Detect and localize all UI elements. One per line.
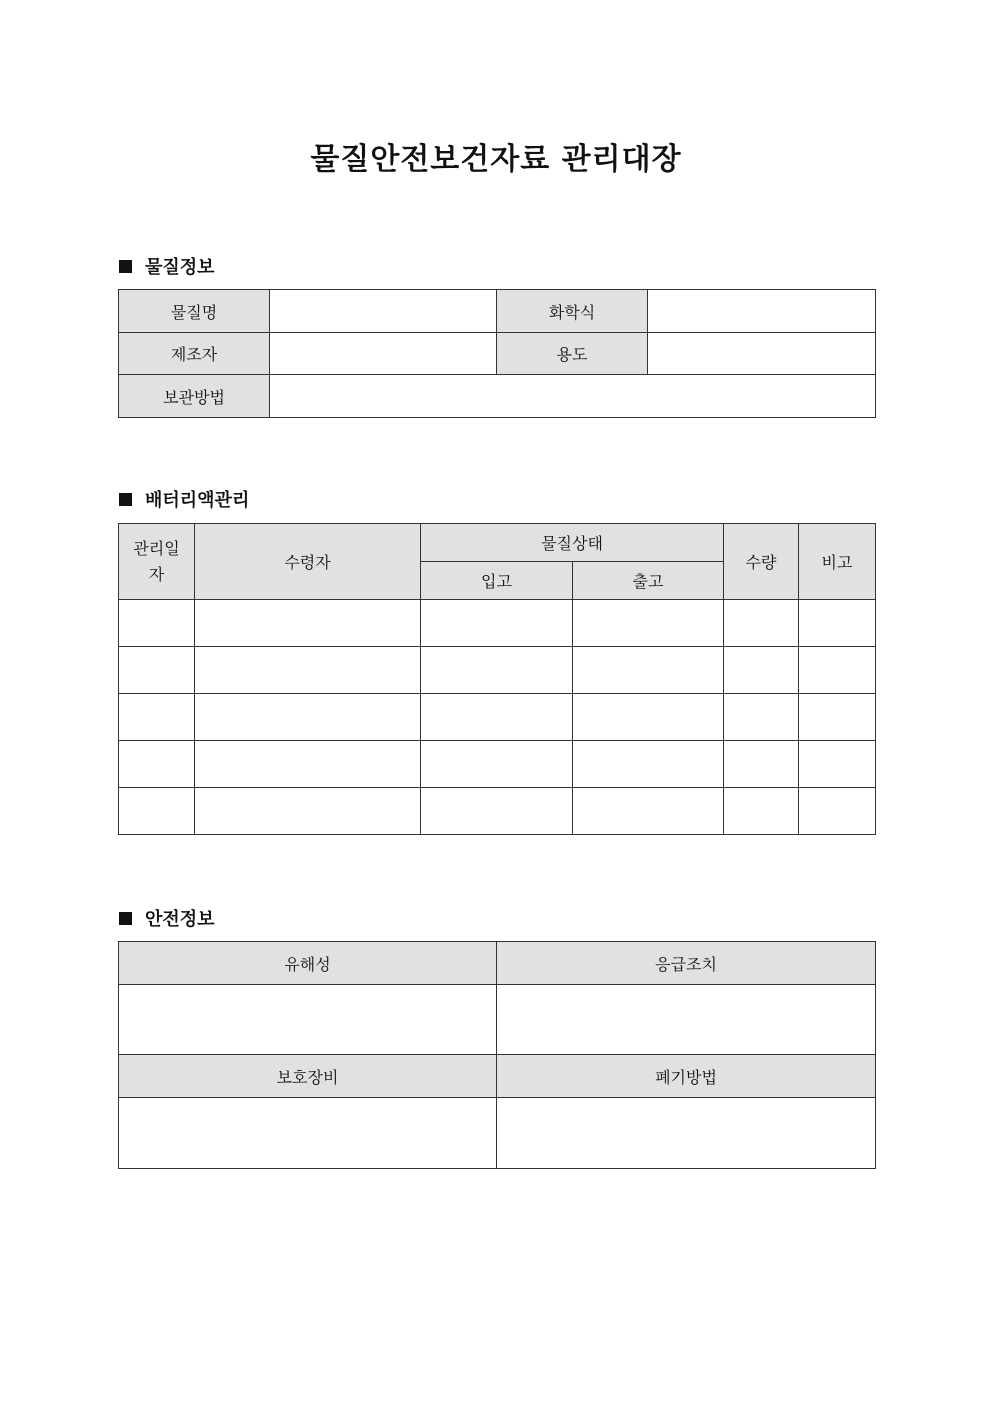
recipient-cell[interactable] bbox=[195, 647, 421, 694]
column-header-material-status: 물질상태 bbox=[421, 524, 724, 562]
table-row bbox=[119, 741, 876, 788]
black-square-icon bbox=[119, 260, 132, 273]
remarks-cell[interactable] bbox=[799, 694, 876, 741]
black-square-icon bbox=[119, 493, 132, 506]
recipient-cell[interactable] bbox=[195, 600, 421, 647]
remarks-cell[interactable] bbox=[799, 741, 876, 788]
chemical-formula-label: 화학식 bbox=[497, 290, 648, 333]
material-name-field[interactable] bbox=[270, 290, 497, 333]
out-cell[interactable] bbox=[573, 600, 724, 647]
table-row bbox=[119, 647, 876, 694]
protective-equipment-field[interactable] bbox=[119, 1098, 497, 1169]
table-row bbox=[119, 1098, 876, 1169]
remarks-cell[interactable] bbox=[799, 788, 876, 835]
column-header-date-line1: 관리일 bbox=[133, 538, 180, 558]
column-header-remarks: 비고 bbox=[799, 524, 876, 600]
remarks-cell[interactable] bbox=[799, 600, 876, 647]
recipient-cell[interactable] bbox=[195, 741, 421, 788]
table-row bbox=[119, 985, 876, 1055]
safety-info-table bbox=[118, 941, 876, 1169]
column-header-out: 출고 bbox=[573, 562, 724, 600]
manufacturer-field[interactable] bbox=[270, 333, 497, 375]
battery-management-table bbox=[118, 523, 876, 835]
date-cell[interactable] bbox=[119, 741, 195, 788]
table-header-row bbox=[119, 524, 876, 562]
in-cell[interactable] bbox=[421, 694, 573, 741]
in-cell[interactable] bbox=[421, 600, 573, 647]
out-cell[interactable] bbox=[573, 647, 724, 694]
table-row bbox=[119, 333, 876, 375]
section-heading-battery-management bbox=[119, 486, 249, 512]
out-cell[interactable] bbox=[573, 741, 724, 788]
recipient-cell[interactable] bbox=[195, 694, 421, 741]
disposal-method-label: 폐기방법 bbox=[497, 1055, 876, 1098]
date-cell[interactable] bbox=[119, 694, 195, 741]
black-square-icon bbox=[119, 912, 132, 925]
section-heading-label: 배터리액관리 bbox=[145, 490, 250, 511]
date-cell[interactable] bbox=[119, 600, 195, 647]
disposal-method-field[interactable] bbox=[497, 1098, 876, 1169]
material-info-table bbox=[118, 289, 876, 418]
section-heading-safety-info bbox=[119, 905, 215, 931]
section-heading-material-info bbox=[119, 253, 215, 279]
chemical-formula-field[interactable] bbox=[648, 290, 876, 333]
quantity-cell[interactable] bbox=[724, 694, 799, 741]
quantity-cell[interactable] bbox=[724, 647, 799, 694]
table-row bbox=[119, 375, 876, 418]
in-cell[interactable] bbox=[421, 741, 573, 788]
storage-method-field[interactable] bbox=[270, 375, 876, 418]
date-cell[interactable] bbox=[119, 788, 195, 835]
usage-field[interactable] bbox=[648, 333, 876, 375]
document-title: 물질안전보건자료 관리대장 bbox=[310, 142, 682, 177]
section-heading-label: 안전정보 bbox=[145, 909, 215, 930]
date-cell[interactable] bbox=[119, 647, 195, 694]
hazard-label: 유해성 bbox=[119, 942, 497, 985]
out-cell[interactable] bbox=[573, 694, 724, 741]
hazard-field[interactable] bbox=[119, 985, 497, 1055]
material-name-label: 물질명 bbox=[119, 290, 270, 333]
column-header-quantity: 수량 bbox=[724, 524, 799, 600]
quantity-cell[interactable] bbox=[724, 741, 799, 788]
protective-equipment-label: 보호장비 bbox=[119, 1055, 497, 1098]
table-header-row bbox=[119, 942, 876, 985]
quantity-cell[interactable] bbox=[724, 788, 799, 835]
column-header-date-line2: 자 bbox=[148, 564, 165, 584]
table-row bbox=[119, 600, 876, 647]
table-row bbox=[119, 290, 876, 333]
out-cell[interactable] bbox=[573, 788, 724, 835]
in-cell[interactable] bbox=[421, 647, 573, 694]
storage-method-label: 보관방법 bbox=[119, 375, 270, 418]
remarks-cell[interactable] bbox=[799, 647, 876, 694]
manufacturer-label: 제조자 bbox=[119, 333, 270, 375]
column-header-date bbox=[119, 524, 195, 600]
section-heading-label: 물질정보 bbox=[145, 257, 215, 278]
table-header-row bbox=[119, 1055, 876, 1098]
usage-label: 용도 bbox=[497, 333, 648, 375]
table-row bbox=[119, 694, 876, 741]
in-cell[interactable] bbox=[421, 788, 573, 835]
first-aid-label: 응급조치 bbox=[497, 942, 876, 985]
table-row bbox=[119, 788, 876, 835]
column-header-in: 입고 bbox=[421, 562, 573, 600]
first-aid-field[interactable] bbox=[497, 985, 876, 1055]
recipient-cell[interactable] bbox=[195, 788, 421, 835]
quantity-cell[interactable] bbox=[724, 600, 799, 647]
column-header-recipient: 수령자 bbox=[195, 524, 421, 600]
